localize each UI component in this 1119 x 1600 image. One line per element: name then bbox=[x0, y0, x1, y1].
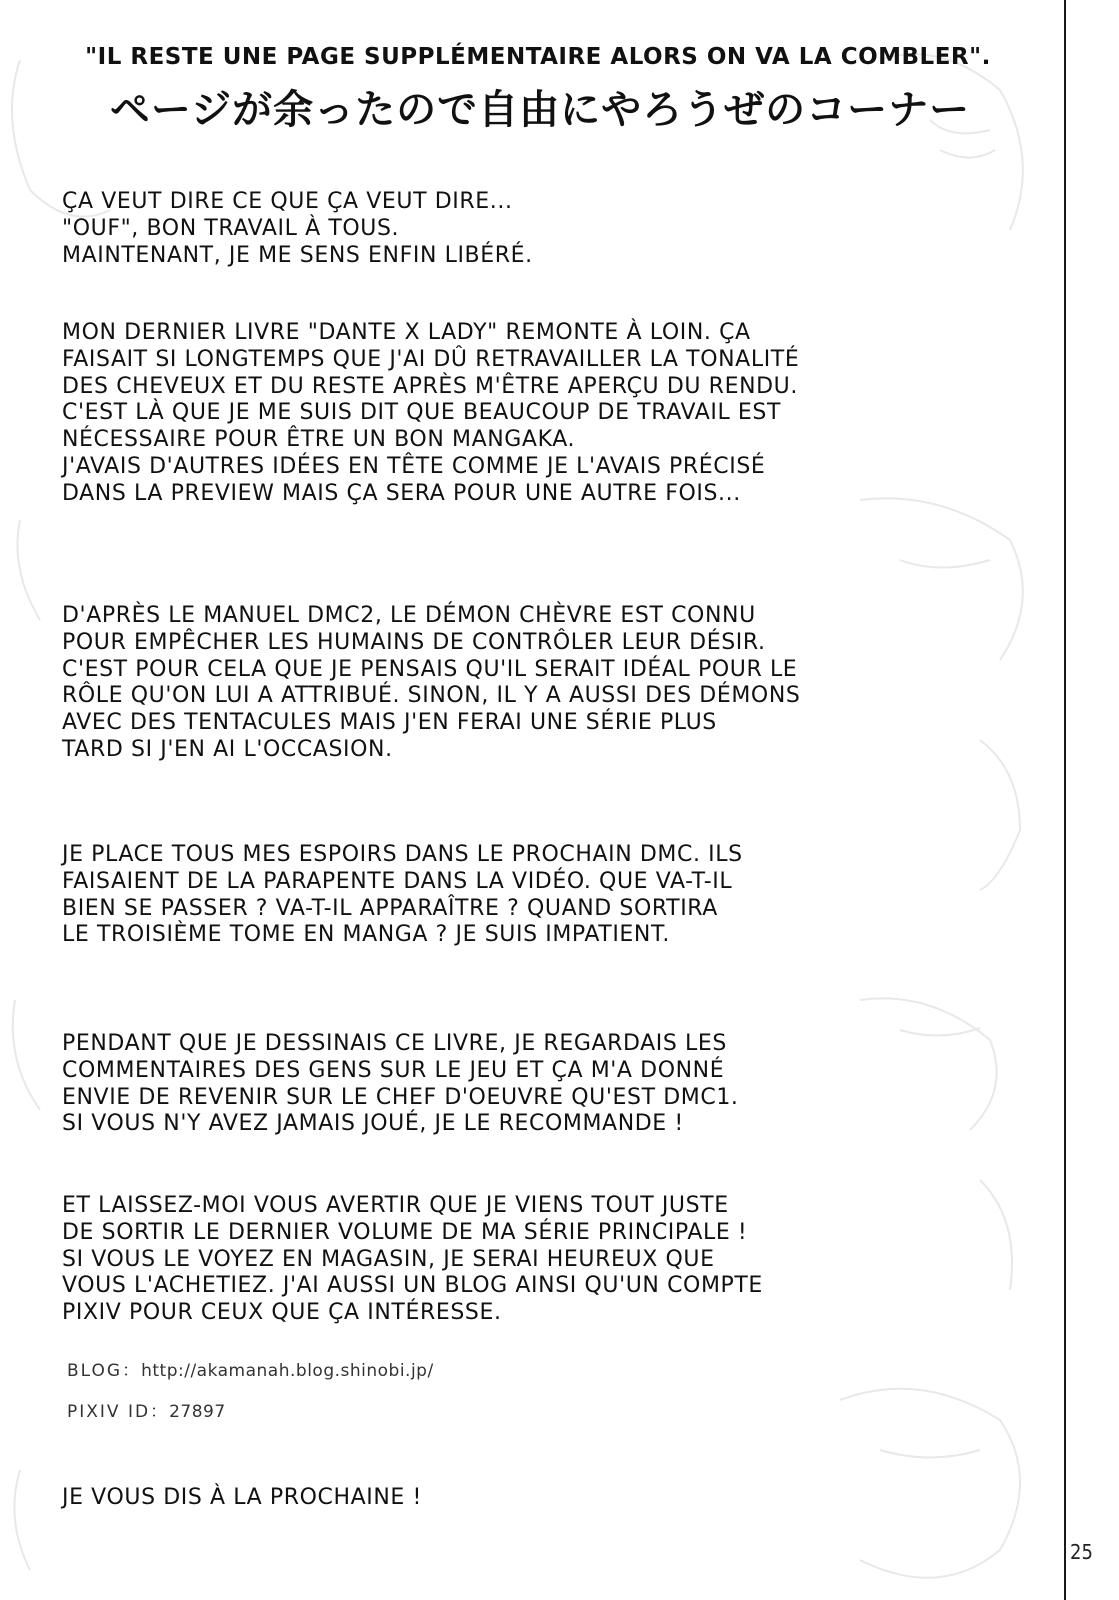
faint-face-sketch bbox=[900, 560, 990, 568]
paragraph-goat-demon: D'APRÈS LE MANUEL DMC2, LE DÉMON CHÈVRE EST CONNU POUR EMPÊCHER LES HUMAINS DE CONTRÔLER LEUR DÉSIR. C'EST POUR CELA QUE JE PENSAIS QU'IL SERAIT IDÉAL POUR LE RÔLE QU'ON LUI A ATTRIBUÉ. SINON, IL Y A AUSSI DES DÉMONS AVEC DES TENTACULES MAIS J'EN FERAI UNE SÉRIE PLUS TARD SI J'EN AI L'OCCASION. bbox=[62, 603, 801, 762]
faint-face-sketch bbox=[13, 1000, 40, 1110]
blog-url[interactable]: http://akamanah.blog.shinobi.jp/ bbox=[141, 1361, 434, 1381]
page-number: 25 bbox=[1070, 1540, 1093, 1564]
faint-face-sketch bbox=[880, 1450, 980, 1458]
pixiv-label: PIXIV ID bbox=[67, 1402, 151, 1422]
paragraph-announcement: ET LAISSEZ-MOI VOUS AVERTIR QUE JE VIENS TOUT JUSTE DE SORTIR LE DERNIER VOLUME DE MA SÉRIE PRINCIPALE ! SI VOUS LE VOYEZ EN MAGASIN, JE SERAI HEUREUX QUE VOUS L'ACHETIEZ. J'AI AUSSI UN BLOG AINSI QU'UN COMPTE PIXIV POUR CEUX QUE ÇA INTÉRESSE. bbox=[62, 1193, 763, 1326]
faint-face-sketch bbox=[940, 150, 995, 158]
paragraph-intro: ÇA VEUT DIRE CE QUE ÇA VEUT DIRE... "OUF", BON TRAVAIL À TOUS. MAINTENANT, JE ME SENS ENFIN LIBÉRÉ. bbox=[62, 189, 533, 268]
faint-face-sketch bbox=[840, 1389, 1020, 1578]
blog-line bbox=[67, 1356, 434, 1381]
blog-separator: ： bbox=[122, 1361, 142, 1381]
pixiv-id: 27897 bbox=[169, 1402, 226, 1422]
paragraph-closing: JE VOUS DIS À LA PROCHAINE ! bbox=[62, 1485, 422, 1510]
faint-face-sketch bbox=[14, 1470, 30, 1570]
paragraph-next-dmc: JE PLACE TOUS MES ESPOIRS DANS LE PROCHAIN DMC. ILS FAISAIENT DE LA PARAPENTE DANS LA VIDÉO. QUE VA-T-IL BIEN SE PASSER ? VA-T-IL APPARAÎTRE ? QUAND SORTIRA LE TROISIÈME TOME EN MANGA ? JE SUIS IMPATIENT. bbox=[62, 842, 743, 948]
paragraph-last-book: MON DERNIER LIVRE "DANTE X LADY" REMONTE À LOIN. ÇA FAISAIT SI LONGTEMPS QUE J'AI DÛ RETRAVAILLER LA TONALITÉ DES CHEVEUX ET DU RESTE APRÈS M'ÊTRE APERÇU DU RENDU. C'EST LÀ QUE JE ME SUIS DIT QUE BEAUCOUP DE TRAVAIL EST NÉCESSAIRE POUR ÊTRE UN BON MANGAKA. J'AVAIS D'AUTRES IDÉES EN TÊTE COMME JE L'AVAIS PRÉCISÉ DANS LA PREVIEW MAIS ÇA SERA POUR UNE AUTRE FOIS... bbox=[62, 320, 800, 506]
faint-face-sketch bbox=[980, 1180, 1012, 1290]
pixiv-separator: ： bbox=[150, 1402, 170, 1422]
blog-label: BLOG bbox=[67, 1361, 123, 1381]
paragraph-dmc1: PENDANT QUE JE DESSINAIS CE LIVRE, JE REGARDAIS LES COMMENTAIRES DES GENS SUR LE JEU ET ÇA M'A DONNÉ ENVIE DE REVENIR SUR LE CHEF D'OEUVRE QU'EST DMC1. SI VOUS N'Y AVEZ JAMAIS JOUÉ, JE LE RECOMMANDE ! bbox=[62, 1031, 739, 1137]
japanese-title: ページが余ったので自由にやろうぜのコーナー bbox=[109, 87, 971, 133]
page-margin-border bbox=[1064, 0, 1066, 1600]
translated-title: "IL RESTE UNE PAGE SUPPLÉMENTAIRE ALORS ON VA LA COMBLER". bbox=[85, 44, 991, 70]
faint-face-sketch bbox=[18, 520, 41, 620]
faint-face-sketch bbox=[980, 740, 1020, 890]
pixiv-line bbox=[67, 1397, 226, 1422]
